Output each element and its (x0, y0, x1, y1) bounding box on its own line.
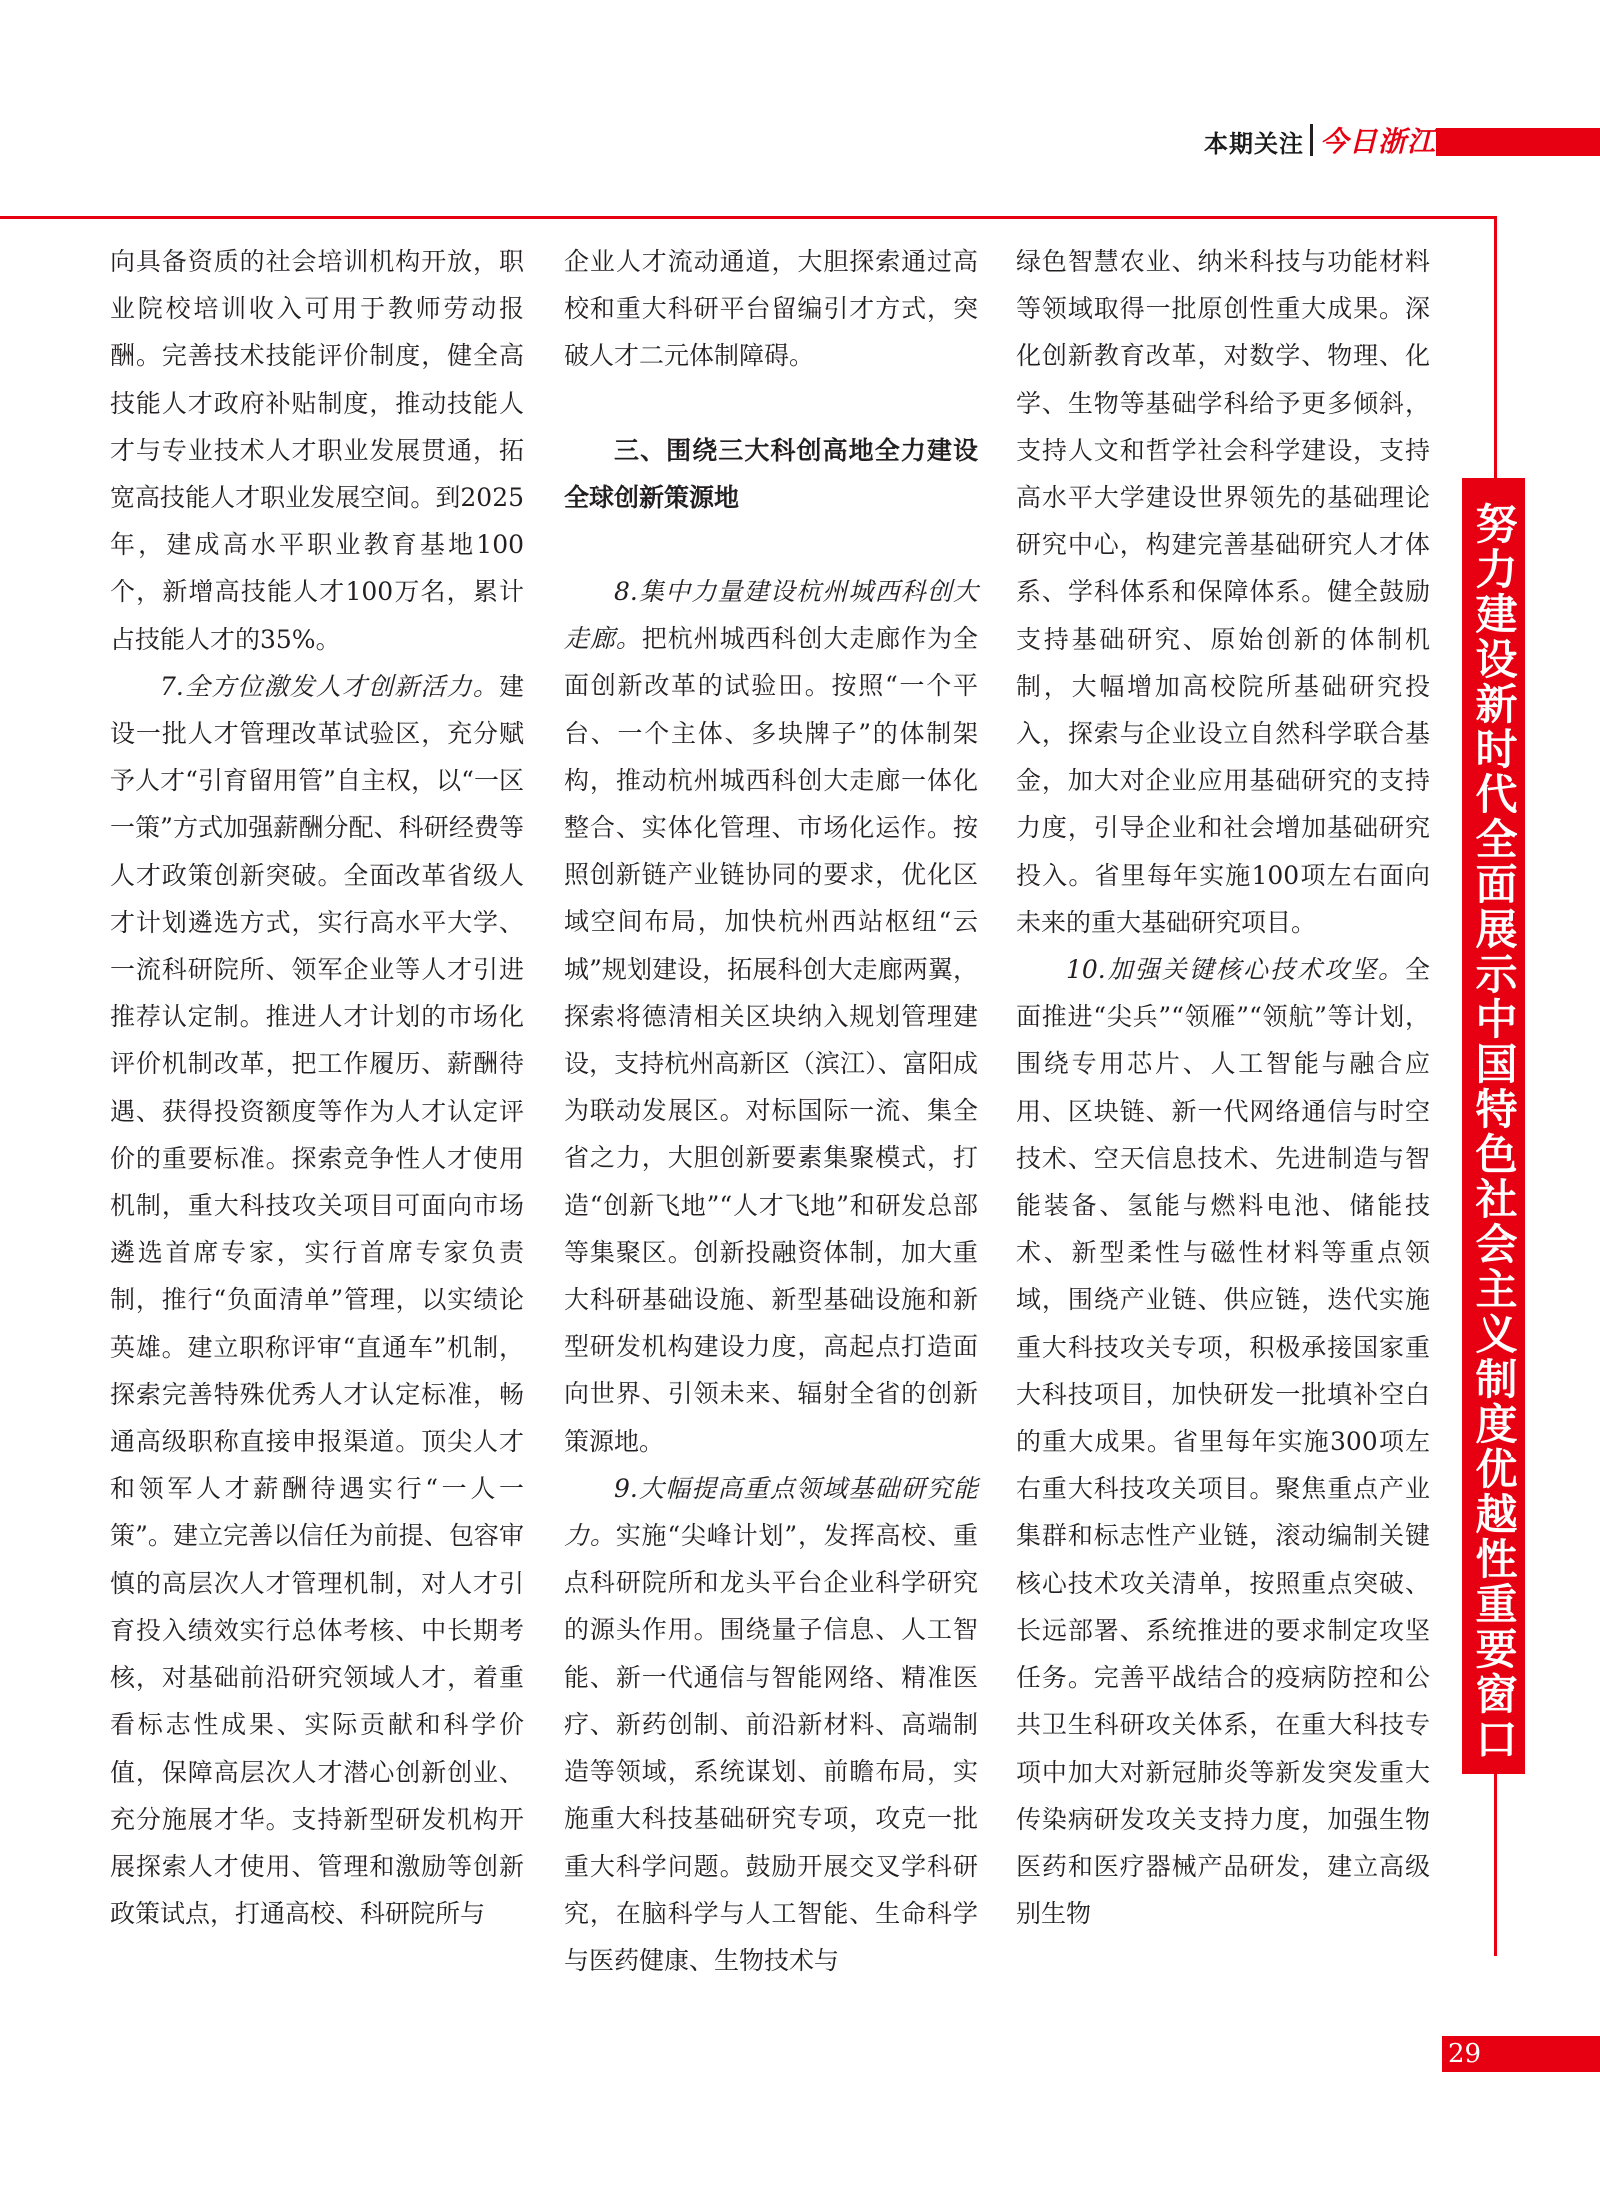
paragraph-body: 实施“尖峰计划”，发挥高校、重点科研院所和龙头平台企业科学研究的源头作用。围绕量子信息、人工智能、新一代通信与智能网络、精准医疗、新药创制、前沿新材料、高端制造等领域，系统谋划、前瞻布局，实施重大科技基础研究专项，攻克一批重大科学问题。鼓励开展交叉学科研究，在脑科学与人工智能、生命科学与医药健康、生物技术与 (564, 1521, 978, 1975)
section-label: 本期关注 (1204, 130, 1304, 158)
paragraph-lead: 9.大幅提高重点领域基础研究能力。 (564, 1473, 978, 1551)
magazine-logo: 今日浙江 (1320, 125, 1437, 158)
paragraph (564, 568, 978, 1465)
paragraph (1016, 946, 1430, 1937)
page-number: 29 (1448, 2039, 1482, 2069)
text-column-1 (110, 238, 524, 1937)
paragraph (564, 1465, 978, 1984)
paragraph: 企业人才流动通道，大胆探索通过高校和重大科研平台留编引才方式，突破人才二元体制障碍。 (564, 247, 978, 371)
paragraph-body: 全面推进“尖兵”“领雁”“领航”等计划，围绕专用芯片、人工智能与融合应用、区块链、新一代网络通信与时空技术、空天信息技术、先进制造与智能装备、氢能与燃料电池、储能技术、新型柔性与磁性材料等重点领域，围绕产业链、供应链，迭代实施重大科技攻关专项，积极承接国家重大科技项目，加快研发一批填补空白的重大成果。省里每年实施300项左右重大科技攻关项目。聚焦重点产业集群和标志性产业链，滚动编制关键核心技术攻关清单，按照重点突破、长远部署、系统推进的要求制定攻坚任务。完善平战结合的疫病防控和公共卫生科研攻关体系，在重大科技专项中加大对新冠肺炎等新发突发重大传染病研发攻关支持力度，加强生物医药和医疗器械产品研发，建立高级别生物 (1016, 955, 1430, 1929)
section-heading: 三、围绕三大科创高地全力建设全球创新策源地 (564, 435, 978, 512)
paragraph: 绿色智慧农业、纳米科技与功能材料等领域取得一批原创性重大成果。深化创新教育改革，对数学、物理、化学、生物等基础学科给予更多倾斜，支持人文和哲学社会科学建设，支持高水平大学建设世界领先的基础理论研究中心，构建完善基础研究人才体系、学科体系和保障体系。健全鼓励支持基础研究、原始创新的体制机制，大幅增加高校院所基础研究投入，探索与企业设立自然科学联合基金，加大对企业应用基础研究的支持力度，引导企业和社会增加基础研究投入。省里每年实施100项左右面向未来的重大基础研究项目。 (1016, 247, 1430, 937)
spacer (564, 380, 978, 427)
paragraph (110, 663, 524, 1937)
paragraph-body: 把杭州城西科创大走廊作为全面创新改革的试验田。按照“一个平台、一个主体、多块牌子”的体制架构，推动杭州城西科创大走廊一体化整合、实体化管理、市场化运作。按照创新链产业链协同的要求，优化区域空间布局，加快杭州西站枢纽“云城”规划建设，拓展科创大走廊两翼，探索将德清相关区块纳入规划管理建设，支持杭州高新区（滨江）、富阳成为联动发展区。对标国际一流、集全省之力，大胆创新要素集聚模式，打造“创新飞地”“人才飞地”和研发总部等集聚区。创新投融资体制，加大重大科研基础设施、新型基础设施和新型研发机构建设力度，高起点打造面向世界、引领未来、辐射全省的创新策源地。 (564, 624, 978, 1456)
paragraph: 向具备资质的社会培训机构开放，职业院校培训收入可用于教师劳动报酬。完善技术技能评价制度，健全高技能人才政府补贴制度，推动技能人才与专业技术人才职业发展贯通，拓宽高技能人才职业发展空间。到2025年，建成高水平职业教育基地100个，新增高技能人才100万名，累计占技能人才的35%。 (110, 247, 524, 654)
paragraph-body: 建设一批人才管理改革试验区，充分赋予人才“引育留用管”自主权，以“一区一策”方式加强薪酬分配、科研经费等人才政策创新突破。全面改革省级人才计划遴选方式，实行高水平大学、一流科研院所、领军企业等人才引进推荐认定制。推进人才计划的市场化评价机制改革，把工作履历、薪酬待遇、获得投资额度等作为人才认定评价的重要标准。探索竞争性人才使用机制，重大科技攻关项目可面向市场遴选首席专家，实行首席专家负责制，推行“负面清单”管理，以实绩论英雄。建立职称评审“直通车”机制，探索完善特殊优秀人才认定标准，畅通高级职称直接申报渠道。顶尖人才和领军人才薪酬待遇实行“一人一策”。建立完善以信任为前提、包容审慎的高层次人才管理机制，对人才引育投入绩效实行总体考核、中长期考核，对基础前沿研究领域人才，着重看标志性成果、实际贡献和科学价值，保障高层次人才潜心创新创业、充分施展才华。支持新型研发机构开展探索人才使用、管理和激励等创新政策试点，打通高校、科研院所与 (110, 671, 524, 1929)
text-column-3 (1016, 238, 1430, 1937)
paragraph-lead: 7.全方位激发人才创新活力。 (160, 671, 499, 701)
side-banner (1462, 478, 1525, 1774)
header-accent-bar (1436, 128, 1600, 156)
spacer (564, 521, 978, 568)
header-separator (1310, 124, 1313, 156)
paragraph-lead: 8.集中力量建设杭州城西科创大走廊。 (564, 577, 978, 654)
paragraph-lead: 10.加强关键核心技术攻坚。 (1066, 955, 1405, 985)
frame-top-line (0, 216, 1496, 219)
side-banner-text: 努力建设新时代全面展示中国特色社会主义制度优越性重要窗口 (1469, 502, 1519, 1762)
text-column-2 (564, 238, 978, 1984)
